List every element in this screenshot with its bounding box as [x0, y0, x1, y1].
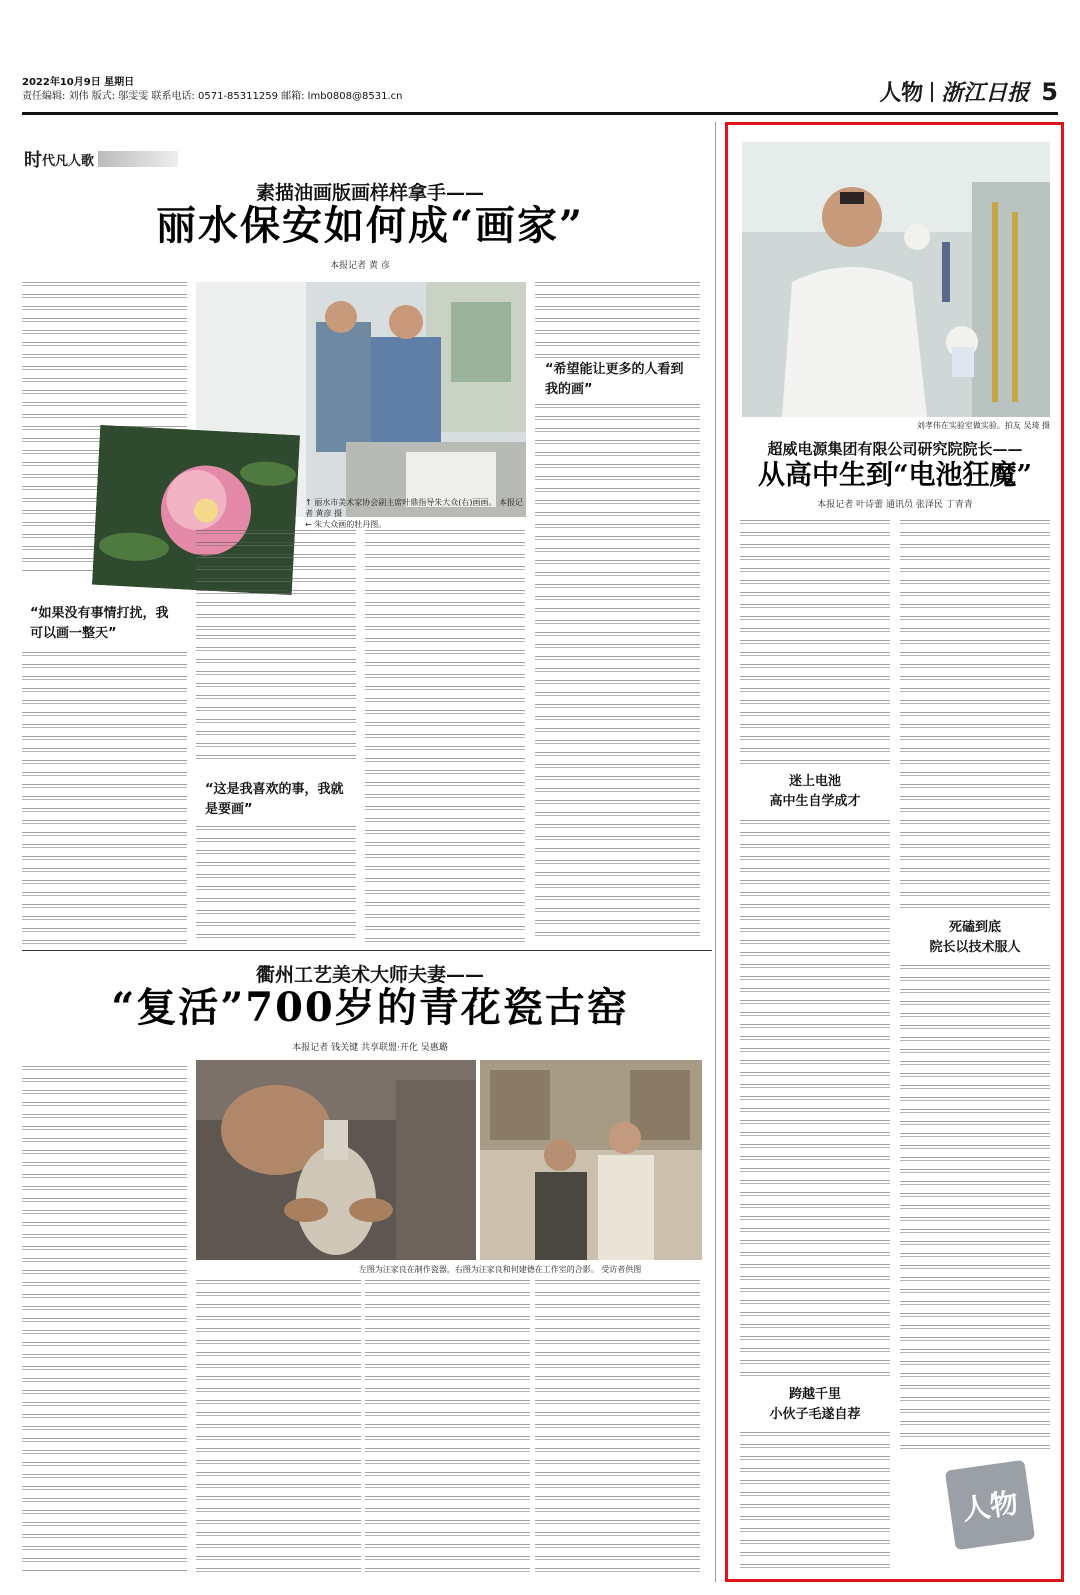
story1-byline: 本报记者 黄 彦 [330, 261, 390, 271]
story1-text-col2c [196, 826, 356, 944]
story1-subhead-c: “希望能让更多的人看到我的画” [545, 362, 684, 397]
story3-subhead-a: 迷上电池 高中生自学成才 [769, 774, 861, 809]
page-number: 5 [1041, 77, 1058, 106]
story1-text-col2a [196, 530, 356, 630]
story2-text-col3 [365, 1280, 530, 1572]
story3-text-col1b [740, 820, 890, 1380]
story1-caption: ↑ 丽水市美术家协会副主席叶鼎指导朱大众(右)画画。 本报记者 黄彦 摄 ← 朱大众画的牡丹图。 [305, 498, 524, 529]
masthead-rule [22, 112, 1058, 115]
story1-text-col1b [22, 652, 187, 944]
story3-text-col2b [900, 965, 1050, 1455]
story2-headline: “复活”700岁的青花瓷古窑 [111, 984, 629, 1031]
masthead-separator [931, 82, 933, 102]
story1-text-col4a [535, 282, 700, 362]
story3-subhead-c: 跨越千里 小伙子毛遂自荐 [769, 1387, 861, 1422]
section-badge: 人物 [945, 1460, 1035, 1550]
story2-kicker: 衢州工艺美术大师夫妻—— [255, 964, 484, 986]
column-tag-strip [98, 151, 178, 167]
section-name: 人物 [879, 80, 924, 106]
issue-date: 2022年10月9日 星期日 [22, 77, 135, 88]
story1-text-col4b [535, 404, 700, 944]
story2-byline: 本报记者 钱关键 共享联盟·开化 吴惠璐 [292, 1043, 448, 1053]
story1-text-col2b [196, 635, 356, 765]
story1-kicker: 素描油画版画样样拿手—— [255, 182, 484, 204]
story1-text-col3 [365, 530, 525, 944]
editor-credits: 责任编辑: 刘伟 版式: 邬雯雯 联系电话: 0571-85311259 邮箱: lmb0808@8531.cn [22, 91, 403, 102]
column-tag-big: 时 [24, 150, 42, 171]
story3-text-col1c [740, 1432, 890, 1572]
masthead-info [22, 76, 402, 104]
story2-photo-couple [480, 1060, 702, 1260]
column-tag-small: 代凡人歌 [42, 153, 95, 169]
story1-subhead-a: “如果没有事情打扰，我可以画一整天” [30, 606, 169, 641]
story2-text-col4 [535, 1280, 700, 1572]
story3-subhead-b: 死磕到底 院长以技术服人 [929, 920, 1021, 955]
column-divider [715, 122, 716, 1582]
story-divider [22, 950, 712, 951]
story2-text-col1 [22, 1066, 187, 1571]
masthead-brand [879, 76, 1058, 107]
story3-headline: 从高中生到“电池狂魔” [757, 460, 1033, 491]
column-tag [24, 146, 178, 172]
story3-byline: 本报记者 叶诗蕾 通讯员 张泽民 丁青青 [817, 500, 973, 510]
story3-kicker: 超威电源集团有限公司研究院院长—— [767, 440, 1023, 458]
story2-caption: 左图为汪家良在制作瓷器，右图为汪家良和何建德在工作室的合影。 受访者供图 [358, 1265, 642, 1274]
story1-headline: 丽水保安如何成“画家” [155, 202, 584, 249]
story3-text-col1a [740, 520, 890, 765]
story3-caption: 刘孝伟在实验室做实验。拍友 吴琦 摄 [916, 421, 1050, 430]
story3-photo-lab [742, 142, 1050, 417]
story3-text-col2a [900, 520, 1050, 910]
story1-subhead-b: “这是我喜欢的事，我就是要画” [205, 782, 344, 817]
story2-text-col2 [196, 1280, 361, 1572]
story2-photo-pottery [196, 1060, 476, 1260]
paper-name: 浙江日报 [941, 80, 1030, 106]
